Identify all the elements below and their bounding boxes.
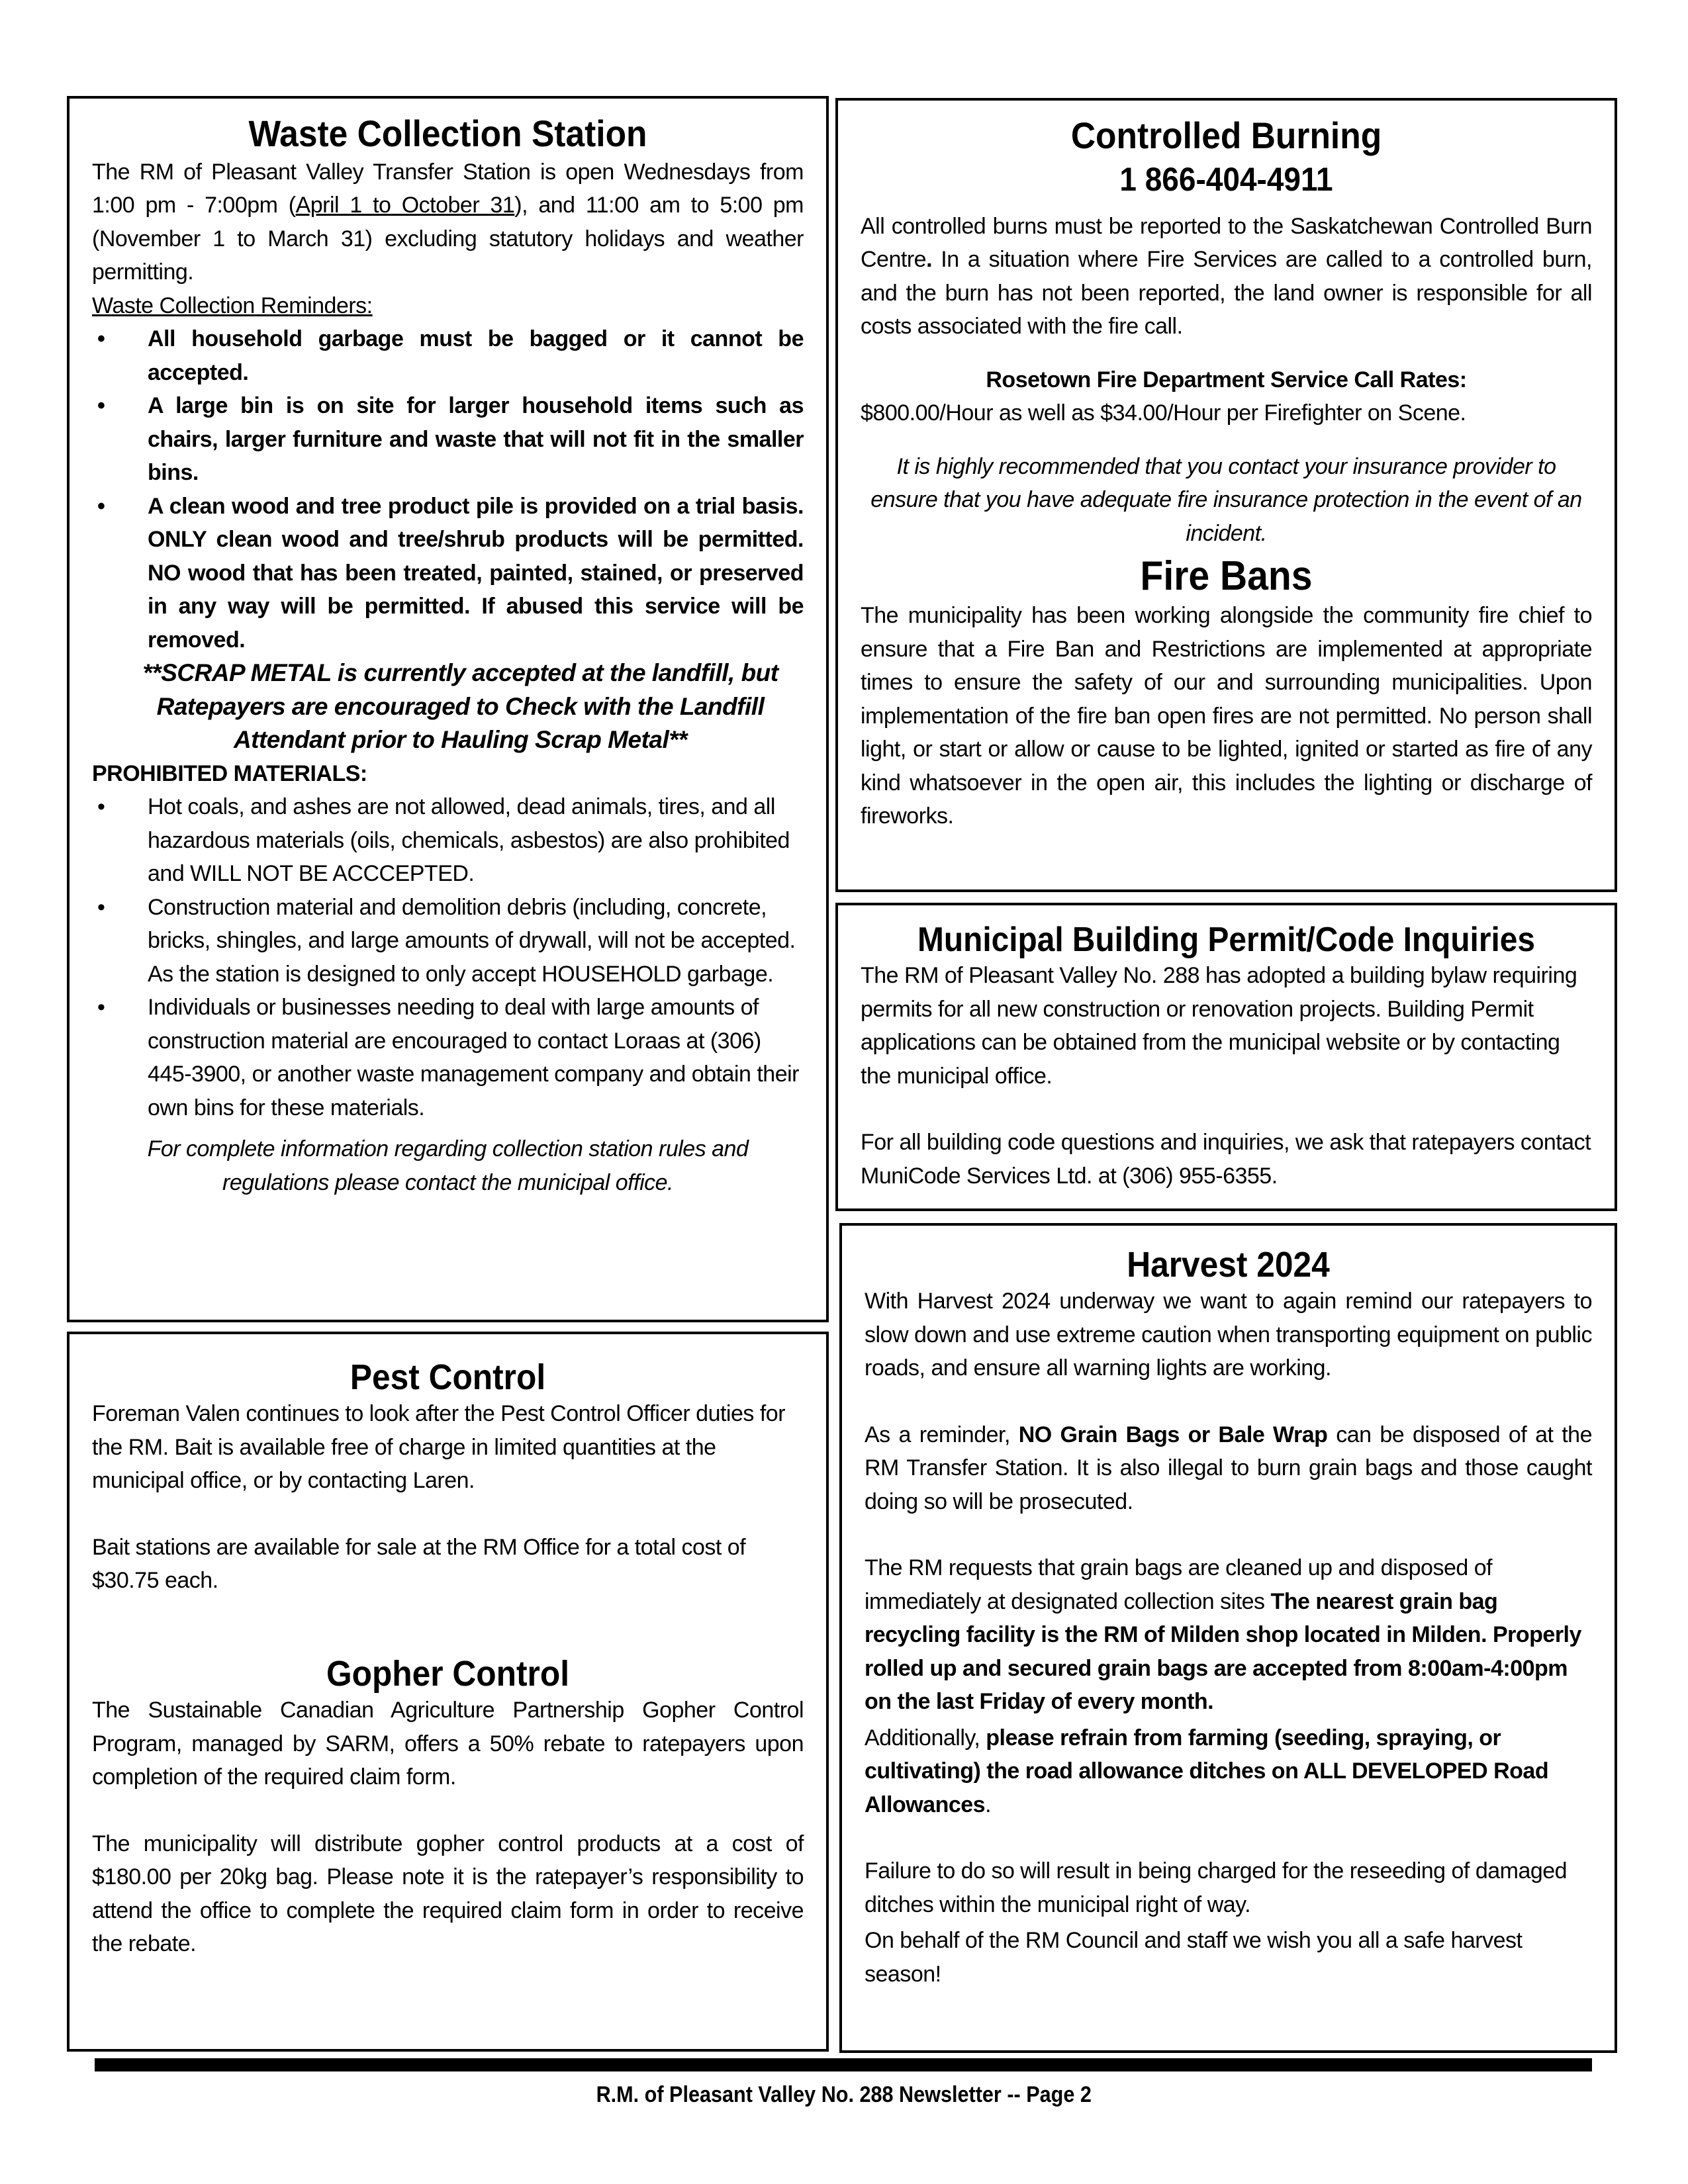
controlled-burning-title: Controlled Burning [1070,114,1382,156]
gopher-para-2: The municipality will distribute gopher control products at a cost of $180.00 per 20kg bag. Please note it is the ratepayer’s responsibility to attend the office to complete the required claim form in order to receive the rebate. [92,1831,804,1957]
rates-text: $800.00/Hour as well as $34.00/Hour per Firefighter on Scene. [861,400,1466,426]
waste-intro-dates: April 1 to October 31 [295,193,515,218]
burn-centre-phone: 1 866-404-4911 [1119,160,1333,198]
fire-bans-title: Fire Bans [1140,553,1313,600]
grain-bag-warning: NO Grain Bags or Bale Wrap [1018,1422,1328,1447]
reminder-item: • All household garbage must be bagged or it cannot be accepted. [92,322,804,389]
prohibited-item: • Construction material and demolition debris (including, concrete, bricks, shingles, and large amounts of drywall, will not be accepted. As the station is designed to only accept HOUSEHOLD garbage. [92,891,804,991]
waste-intro-text: The RM of Pleasant Valley Transfer Station is open Wednesdays from 1:00 pm - 7:00pm ( [92,159,804,218]
prohibited-item: • Individuals or businesses needing to deal with large amounts of construction material are encouraged to contact Loraas at (306) 445-3900, or another waste management company and obtain their own bins for these materials. [92,991,804,1124]
waste-collection-title: Waste Collection Station [248,113,647,154]
harvest-para-6: On behalf of the RM Council and staff we wish you all a safe harvest season! [865,1928,1523,1987]
prohibited-heading: PROHIBITED MATERIALS: [92,760,367,786]
prohibited-item: • Hot coals, and ashes are not allowed, dead animals, tires, and all hazardous materials (oils, chemicals, asbestos) are also prohibited and WILL NOT BE ACCCEPTED. [92,790,804,891]
gopher-control-title: Gopher Control [326,1653,570,1694]
insurance-note: It is highly recommended that you contact your insurance provider to ensure that you have adequate fire insurance protection in the event of an incident. [870,453,1582,546]
building-permit-title: Municipal Building Permit/Code Inquiries [917,921,1535,959]
harvest-para-4-text: Additionally, [865,1725,986,1751]
harvest-para-4 [865,1721,1592,1822]
permit-para-2: For all building code questions and inquiries, we ask that ratepayers contact MuniCode Services Ltd. at (306) 955-6355. [861,1130,1591,1189]
waste-reminders-list [92,322,804,657]
page-footer [0,2082,1688,2108]
pest-para-1: Foreman Valen continues to look after the Pest Control Officer duties for the RM. Bait is available free of charge in limited quantities at the municipal office, or by contacting Laren. [92,1401,786,1494]
harvest-para-3 [865,1551,1592,1719]
burning-para-text: All controlled burns must be reported to the Saskatchewan Controlled Burn Centre [861,213,1592,273]
waste-intro [92,156,804,289]
road-allowance-warning: please refrain from farming (seeding, spraying, or cultivating) the road allowance ditches on ALL DEVELOPED Road Allowances [865,1725,1549,1817]
controlled-burning-section [835,98,1617,892]
harvest-para-1: With Harvest 2024 underway we want to again remind our ratepayers to slow down and use extreme caution when transporting equipment on public roads, and ensure all warning lights are working. [865,1289,1592,1381]
recycling-facility-info: The nearest grain bag recycling facility is the RM of Milden shop located in Milden. Properly rolled up and secured grain bags are accepted from 8:00am-4:00pm on the last Friday of every month. [865,1588,1581,1715]
prohibited-list [92,790,804,1124]
harvest-section [839,1223,1617,2053]
fire-bans-para: The municipality has been working alongside the community fire chief to ensure that a Fire Ban and Restrictions are implemented at appropriate times to ensure the safety of our and surrounding municipalities. Upon implementation of the fire ban open fires are not permitted. No person shall light, or start or allow or cause to be lighted, ignited or started as fire of any kind whatsoever in the open air, this includes the lighting or discharge of fireworks. [861,603,1592,829]
harvest-para-2-text-2: can be disposed of at the RM Transfer Station. It is also illegal to burn grain bags and those caught doing so will be prosecuted. [865,1422,1592,1514]
harvest-para-2-text: As a reminder, [865,1422,1019,1447]
pest-para-2: Bait stations are available for sale at the RM Office for a total cost of $30.75 each. [92,1534,746,1594]
burning-para-text-2: In a situation where Fire Services are called to a controlled burn, and the burn has not been reported, the land owner is responsible for all costs associated with the fire call. [861,247,1592,340]
reminder-item: • A clean wood and tree product pile is provided on a trial basis. ONLY clean wood and tree/shrub products will be permitted. NO wood that has been treated, painted, stained, or preserved in any way will be permitted. If abused this service will be removed. [92,490,804,657]
harvest-para-2 [865,1418,1592,1519]
pest-control-title: Pest Control [350,1357,546,1397]
footer-divider-bar [95,2058,1592,2071]
waste-intro-text-2: ), and 11:00 am to 5:00 pm (November 1 to March 31) excluding statutory holidays and weather permitting. [92,193,804,285]
waste-reminders-heading: Waste Collection Reminders: [92,293,373,318]
building-permit-section [835,903,1617,1211]
footer-text: R.M. of Pleasant Valley No. 288 Newsletter -- Page 2 [596,2082,1092,2107]
harvest-para-4-period: . [985,1792,992,1817]
waste-collection-section [67,96,829,1322]
burning-para-period: . [926,247,933,273]
reminder-item: • A large bin is on site for larger household items such as chairs, larger furniture and waste that will not fit in the smaller bins. [92,389,804,490]
harvest-para-5: Failure to do so will result in being charged for the reseeding of damaged ditches within the municipal right of way. [865,1858,1568,1917]
harvest-title: Harvest 2024 [1127,1245,1330,1285]
harvest-para-3-text: The RM requests that grain bags are cleaned up and disposed of immediately at designated collection sites [865,1555,1493,1614]
rates-heading: Rosetown Fire Department Service Call Rates: [986,367,1467,392]
burning-para [861,210,1592,343]
permit-para-1: The RM of Pleasant Valley No. 288 has adopted a building bylaw requiring permits for all new construction or renovation projects. Building Permit applications can be obtained from the municipal website or by contacting the municipal office. [861,963,1577,1089]
scrap-metal-note: **SCRAP METAL is currently accepted at the landfill, but Ratepayers are encouraged to Check with the Landfill Attendant prior to Hauling Scrap Metal** [142,659,778,754]
pest-gopher-section [67,1332,829,2052]
gopher-para-1: The Sustainable Canadian Agriculture Partnership Gopher Control Program, managed by SARM, offers a 50% rebate to ratepayers upon completion of the required claim form. [92,1698,804,1790]
waste-closing-note: For complete information regarding collection station rules and regulations please contact the municipal office. [147,1136,749,1195]
